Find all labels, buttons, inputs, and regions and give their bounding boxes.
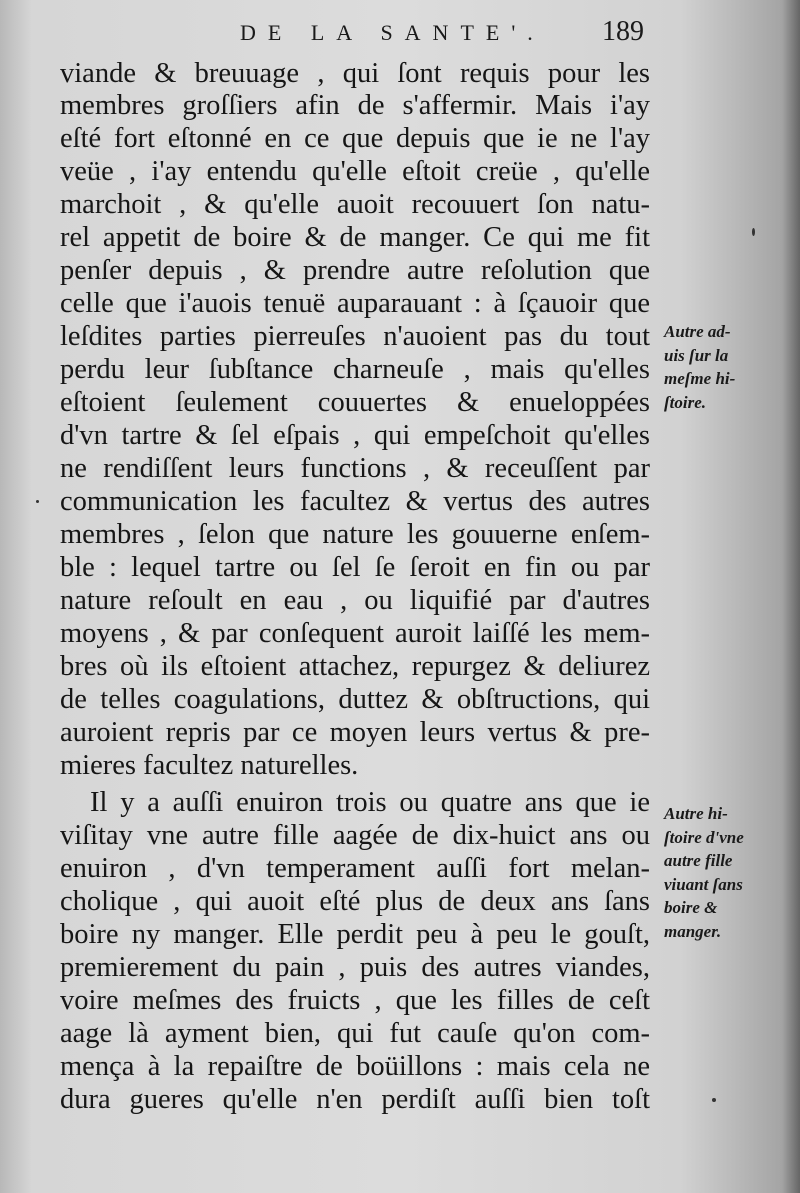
text-line: aage là ayment bien, qui fut cauſe qu'on com- <box>60 1018 650 1049</box>
text-line: moyens , & par conſequent auroit laiſſé les mem- <box>60 618 650 649</box>
text-line: ne rendiſſent leurs functions , & receuſſent par <box>60 453 650 484</box>
page-edge-shadow <box>782 0 800 1193</box>
margin-note-line: Autre hi- <box>664 804 728 823</box>
text-line: ble : lequel tartre ou ſel ſe ſeroit en fin ou par <box>60 552 650 583</box>
text-line: de telles coagulations, duttez & obſtructions, qui <box>60 684 650 715</box>
margin-note-first <box>664 320 774 414</box>
ink-speck <box>752 228 755 236</box>
text-line: penſer depuis , & prendre autre reſolution que <box>60 255 650 286</box>
text-line: celle que i'auois tenuë auparauant : à ſçauoir que <box>60 288 650 319</box>
text-line: rel appetit de boire & de manger. Ce qui me fit <box>60 222 650 253</box>
margin-note-line: meſme hi- <box>664 369 736 388</box>
text-line: auroient repris par ce moyen leurs vertus & pre- <box>60 717 650 748</box>
text-line: d'vn tartre & ſel eſpais , qui empeſchoit qu'elles <box>60 420 650 451</box>
text-line: premierement du pain , puis des autres viandes, <box>60 952 650 983</box>
margin-note-line: autre fille <box>664 851 733 870</box>
page-number: 189 <box>602 16 644 47</box>
margin-note-line: boire & <box>664 898 718 917</box>
text-line: mença à la repaiſtre de boüillons : mais cela ne <box>60 1051 650 1082</box>
margin-note-line: ſtoire d'vne <box>664 827 744 847</box>
text-line: Il y a auſſi enuiron trois ou quatre ans que ie <box>90 787 650 818</box>
text-line: nature reſoult en eau , ou liquifié par d'autres <box>60 585 650 616</box>
text-line: voire meſmes des fruicts , que les filles de ceſt <box>60 985 650 1016</box>
ink-speck <box>36 500 39 503</box>
text-line: perdu leur ſubſtance charneuſe , mais qu'elles <box>60 354 650 385</box>
text-line: enuiron , d'vn temperament auſſi fort melan- <box>60 853 650 884</box>
text-line: viande & breuuage , qui ſont requis pour les <box>60 58 650 89</box>
text-line: communication les facultez & vertus des autres <box>60 486 650 517</box>
text-line: veüe , i'ay entendu qu'elle eſtoit creüe , qu'elle <box>60 156 650 187</box>
margin-note-line: manger. <box>664 921 722 941</box>
text-line: cholique , qui auoit eſté plus de deux ans ſans <box>60 886 650 917</box>
text-line: marchoit , & qu'elle auoit recouuert ſon natu- <box>60 189 650 220</box>
ink-speck <box>712 1098 716 1102</box>
text-line: eſté fort eſtonné en ce que depuis que ie ne l'ay <box>60 123 650 154</box>
text-line: boire ny manger. Elle perdit peu à peu le gouſt, <box>60 919 650 950</box>
text-line: dura gueres qu'elle n'en perdiſt auſſi bien toſt <box>60 1084 650 1115</box>
margin-note-line: uis ſur la <box>664 345 729 365</box>
text-line: membres groſſiers afin de s'affermir. Mais i'ay <box>60 90 650 121</box>
text-line: eſtoient ſeulement couuertes & enueloppées <box>60 387 650 418</box>
margin-note-line: Autre ad- <box>664 322 731 341</box>
text-line: viſitay vne autre fille aagée de dix-huict ans ou <box>60 820 650 851</box>
running-title: DE LA SANTE'. <box>240 20 545 45</box>
margin-note-second <box>664 802 774 943</box>
text-line: leſdites parties pierreuſes n'auoient pas du tout <box>60 321 650 352</box>
margin-note-line: ſtoire. <box>664 392 707 412</box>
text-line: membres , ſelon que nature les gouuerne enſem- <box>60 519 650 550</box>
text-line: bres où ils eſtoient attachez, repurgez & deliurez <box>60 651 650 682</box>
text-line: mieres facultez naturelles. <box>60 750 359 781</box>
margin-note-line: viuant ſans <box>664 874 743 894</box>
